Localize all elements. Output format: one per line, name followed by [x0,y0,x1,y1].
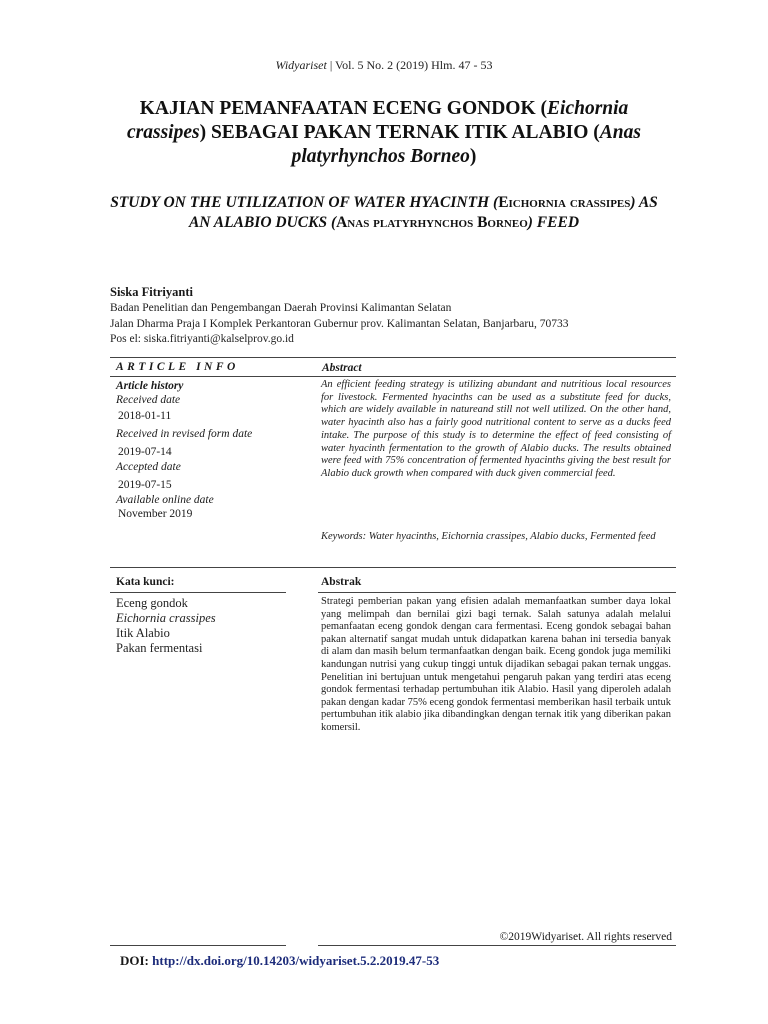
doi-label: DOI: [120,953,149,968]
kata-kunci-item: Itik Alabio [116,626,170,640]
doi [120,953,439,969]
abstrak-text: Strategi pemberian pakan yang efisien adalah memanfaatkan sumber daya lokal yang melimpah dan bernilai gizi bagi ternak. Salah satunya adalah melalui pemanfaatan eceng gondok dengan cara fermentasi. Eceng gondok sebagai bahan pakan alternatif sangat mudah untuk didapatkan karena bahan ini tersedia banyak di alam dan masih belum termanfaatkan dengan baik. Eceng gondok juga memiliki kandungan nutrisi yang cukup tinggi untuk dijadikan sebagai pakan ternak unggas. Penelitian ini bertujuan untuk mengetahui pengaruh pakan yang terdiri atas eceng gondok fermentasi terhadap pertumbuhan itik Alabio. Hasil yang diperoleh adalah pakan dengan kadar 75% eceng gondok fermentasi memberikan hasil terbaik untuk pertumbuhan itik alabio jika dibandingkan dengan ternak itik yang diberikan pakan komersil. [321,596,671,733]
email: Pos el: siska.fitriyanti@kalselprov.go.id [110,333,294,345]
kata-kunci-item: Pakan fermentasi [116,641,203,655]
paper-title-english [100,193,668,233]
online-value: November 2019 [118,508,193,520]
divider [318,945,676,946]
divider [110,945,286,946]
divider [110,376,676,377]
journal-header [0,58,768,73]
title-id-part1: KAJIAN PEMANFAATAN ECENG GONDOK ( [139,98,548,119]
title-id-part3: ) [469,146,477,167]
title-en-part2: ) AS AN ALABIO DUCKS ( [188,194,658,231]
received-label: Received date [116,394,181,406]
title-id-species1: Eichornia crassipes [127,98,629,143]
article-history-title: Article history [116,380,184,392]
revised-value: 2019-07-14 [118,446,172,458]
keywords: Keywords: Water hyacinths, Eichornia crassipes, Alabio ducks, Fermented feed [321,531,656,542]
journal-volume: | Vol. 5 No. 2 (2019) Hlm. 47 - 53 [326,58,493,72]
affiliation: Badan Penelitian dan Pengembangan Daerah Provinsi Kalimantan Selatan [110,302,452,314]
revised-label: Received in revised form date [116,428,253,440]
kata-kunci-item: Eichornia crassipes [116,611,216,625]
title-id-part2: ) SEBAGAI PAKAN TERNAK ITIK ALABIO ( [199,122,600,143]
title-en-species2: Anas platyrhynchos Borneo [336,214,528,231]
abstract-text: An efficient feeding strategy is utilizing abundant and nutritious local resources for livestock. Fermented hyacinths can be used as a substitute feed for ducks, which are widely available in natureand still not well utilized. On the other hand, water hyacinth also has a fairly good nutritional content to serve as a ducks feed intake. The purpose of this study is to determine the effect of feed consisting of water hyacinth fermentation to the growth of Alabio ducks. The results obtained were feed with 75% concentration of fermented hyacinths giving the best result for Alabio duck growth when compared with duck given commercial feed. [321,379,671,479]
divider [110,567,676,568]
article-info-heading: ARTICLE INFO [116,361,239,373]
copyright: ©2019Widyariset. All rights reserved [499,931,672,943]
author-name: Siska Fitriyanti [110,285,193,299]
kata-kunci-list [116,596,216,656]
address: Jalan Dharma Praja I Komplek Perkantoran Gubernur prov. Kalimantan Selatan, Banjarbaru, 70733 [110,317,569,330]
title-en-part3: ) FEED [527,214,580,231]
title-en-species1: Eichornia crassipes [498,194,631,211]
article-history [116,379,286,521]
online-label: Available online date [116,494,214,506]
title-en-part1: STUDY ON THE UTILIZATION OF WATER HYACINTH ( [110,194,499,211]
kata-kunci-heading: Kata kunci: [116,576,175,588]
paper-title-indonesian [100,97,668,169]
divider [110,592,286,593]
accepted-label: Accepted date [116,461,181,473]
author-affiliation-block [110,301,568,348]
title-id-species2: Anas platyrhynchos Borneo [291,122,641,167]
divider [110,357,676,358]
doi-link[interactable]: http://dx.doi.org/10.14203/widyariset.5.2.2019.47-53 [152,953,440,968]
received-value: 2018-01-11 [118,410,172,422]
kata-kunci-item: Eceng gondok [116,596,188,610]
journal-name: Widyariset [275,58,327,72]
divider [318,592,676,593]
abstrak-heading: Abstrak [321,576,362,588]
accepted-value: 2019-07-15 [118,479,172,491]
abstract-heading: Abstract [322,362,362,374]
